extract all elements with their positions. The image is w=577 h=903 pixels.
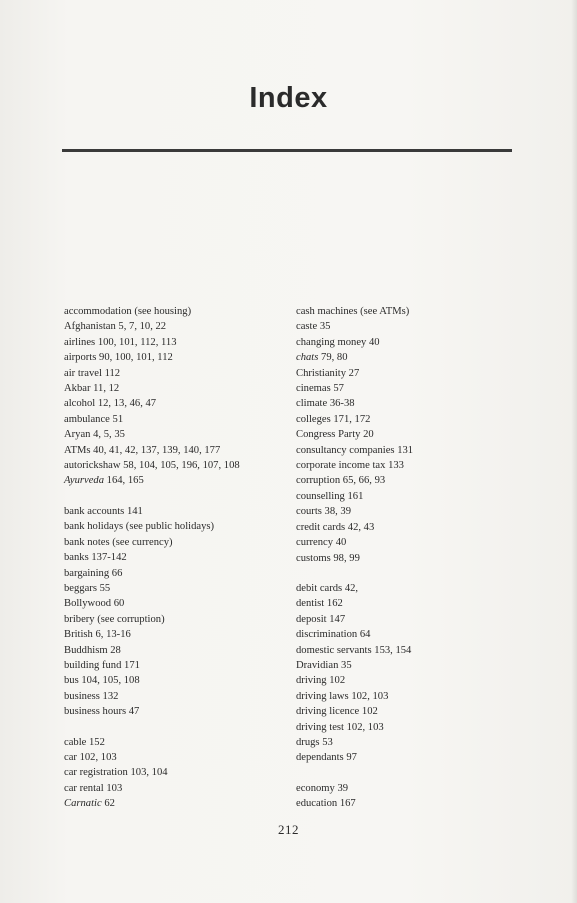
index-entry	[296, 551, 526, 566]
index-entry	[296, 643, 526, 658]
index-term: domestic servants	[296, 644, 372, 656]
index-term: airports	[64, 352, 97, 364]
index-page-refs: 131	[394, 444, 414, 456]
index-page-refs: 60	[111, 598, 125, 610]
index-entry	[64, 319, 294, 334]
index-term: driving licence	[296, 706, 360, 718]
index-term: customs	[296, 552, 331, 564]
index-term: Afghanistan	[64, 321, 116, 333]
page-number: 212	[278, 822, 299, 837]
index-page-refs: 161	[344, 490, 364, 502]
index-page-refs: 102, 103	[348, 690, 389, 702]
index-term: accommodation	[64, 306, 132, 317]
index-page-refs: 102	[359, 706, 378, 718]
index-term: Ayurveda	[64, 475, 105, 487]
index-page-refs: 5, 7, 10, 22	[115, 321, 167, 333]
index-page-refs: 133	[385, 460, 404, 472]
index-page-refs: 57	[330, 383, 344, 395]
index-page-refs: 103	[103, 782, 123, 794]
index-page-refs: 20	[360, 429, 374, 441]
index-page-refs: 47	[126, 706, 140, 718]
index-term: bank holidays	[64, 521, 124, 533]
index-page-refs: 40, 41, 42, 137, 139, 140, 177	[90, 444, 221, 456]
index-page-refs: 171	[121, 659, 140, 671]
index-entry	[64, 519, 294, 534]
index-entry	[64, 750, 294, 765]
index-page-refs: 40	[333, 537, 347, 549]
page-title: Index	[249, 82, 328, 114]
index-entry	[64, 550, 294, 565]
index-term: car registration	[64, 767, 128, 779]
index-entry	[296, 720, 526, 735]
index-term: beggars	[64, 582, 97, 594]
index-page-refs: 147	[326, 613, 346, 625]
index-entry	[296, 704, 526, 719]
index-entry	[64, 350, 294, 365]
index-term: Congress Party	[296, 429, 361, 441]
index-term: colleges	[296, 413, 331, 425]
index-entry	[296, 581, 526, 596]
index-term: business hours	[64, 706, 127, 718]
index-term: cable	[64, 736, 87, 748]
index-page-refs: 4, 5, 35	[90, 429, 125, 441]
index-page-refs: 12, 13, 46, 47	[95, 398, 157, 410]
index-entry	[296, 350, 526, 365]
index-term: alcohol	[64, 398, 96, 410]
index-page-refs: 79, 80	[318, 352, 348, 364]
index-entry	[64, 673, 294, 688]
index-page-refs: (see public holidays)	[123, 521, 215, 533]
index-entry	[296, 689, 526, 704]
index-page-refs: 65, 66, 93	[340, 475, 386, 487]
index-entry	[296, 504, 526, 519]
index-term: caste	[296, 321, 318, 333]
index-entry	[64, 335, 294, 350]
index-page-refs: 53	[319, 736, 333, 748]
index-page-refs: 97	[343, 752, 357, 764]
index-page-refs: 102, 103	[76, 751, 117, 763]
index-entry	[64, 581, 294, 596]
index-entry	[296, 412, 526, 427]
index-entry	[64, 704, 294, 719]
index-page-refs: 64	[357, 629, 371, 641]
index-page-refs: (see corruption)	[94, 613, 165, 625]
index-entry	[64, 735, 294, 750]
index-entry	[296, 335, 526, 350]
index-page-refs: 35	[338, 659, 352, 671]
index-column-left	[64, 304, 294, 812]
index-entry	[296, 520, 526, 535]
index-page-refs: 90, 100, 101, 112	[96, 352, 173, 364]
index-page-refs: 39	[334, 782, 349, 794]
index-entry	[64, 427, 294, 442]
index-page-refs: 104, 105, 108	[78, 675, 140, 687]
index-term: ATMs	[64, 444, 91, 456]
index-term: ambulance	[64, 413, 110, 425]
index-term: British	[64, 629, 93, 641]
index-term: dentist	[296, 598, 325, 610]
index-page-refs: 38, 39	[321, 506, 352, 518]
index-term: business	[64, 690, 100, 702]
index-entry	[296, 750, 526, 765]
index-page-refs: 102, 103	[343, 721, 384, 733]
index-page-refs: 102	[326, 675, 346, 687]
index-entry	[296, 596, 526, 611]
index-entry	[64, 689, 294, 704]
index-term: discrimination	[296, 629, 358, 641]
index-entry	[64, 535, 294, 550]
index-page-refs: 62	[101, 798, 115, 810]
index-term: consultancy companies	[296, 444, 395, 456]
index-term: cinemas	[296, 383, 331, 395]
index-entry	[296, 473, 526, 488]
index-term: driving	[296, 675, 327, 687]
index-page-refs: 42,	[342, 582, 359, 594]
index-column-right	[296, 304, 526, 812]
index-term: bus	[64, 675, 79, 687]
index-entry	[64, 643, 294, 658]
title-rule	[62, 149, 512, 152]
index-page-refs: 152	[86, 736, 105, 748]
index-page-refs: 137-142	[88, 552, 127, 564]
index-page-refs: 42, 43	[345, 521, 375, 533]
index-page-refs: 40	[366, 336, 380, 348]
index-entry	[64, 443, 294, 458]
index-entry	[64, 504, 294, 519]
index-entry	[64, 627, 294, 642]
index-entry	[296, 612, 526, 627]
index-page-refs: 55	[96, 582, 111, 594]
index-term: chats	[296, 352, 319, 364]
index-term: bribery	[64, 613, 95, 625]
index-page-refs: 153, 154	[371, 644, 412, 656]
index-page-refs: 164, 165	[104, 475, 144, 487]
index-page-refs: 132	[99, 690, 119, 702]
index-page-refs: 167	[337, 798, 356, 810]
index-page-refs: (see currency)	[109, 536, 173, 548]
index-entry	[296, 658, 526, 673]
index-term: Carnatic	[64, 798, 102, 810]
index-entry	[296, 366, 526, 381]
index-page-refs: 6, 13-16	[92, 629, 131, 641]
index-entry	[296, 489, 526, 504]
index-term: changing money	[296, 336, 367, 348]
index-entry	[296, 381, 526, 396]
index-term: air travel	[64, 367, 102, 379]
index-term: bank notes	[64, 536, 110, 548]
index-term: driving laws	[296, 690, 349, 702]
index-term: drugs	[296, 736, 320, 748]
index-entry	[296, 781, 526, 796]
index-page-refs: 36-38	[327, 398, 355, 410]
index-term: Bollywood	[64, 598, 112, 610]
index-term: credit cards	[296, 521, 346, 533]
index-entry	[296, 304, 526, 319]
index-entry	[64, 366, 294, 381]
index-entry	[296, 319, 526, 334]
index-entry	[296, 458, 526, 473]
index-entry	[296, 627, 526, 642]
index-page-refs: 28	[107, 644, 121, 656]
index-term: education	[296, 798, 338, 810]
index-term: Akbar	[64, 383, 91, 395]
index-term: climate	[296, 398, 328, 410]
index-entry	[296, 673, 526, 688]
index-term: deposit	[296, 613, 327, 625]
index-page-refs: 11, 12	[90, 383, 120, 395]
index-term: car rental	[64, 782, 104, 794]
index-entry	[296, 535, 526, 550]
index-page-refs: 58, 104, 105, 196, 107, 108	[120, 460, 240, 472]
index-entry	[64, 781, 294, 796]
page-edge-shadow	[571, 0, 577, 903]
index-entry	[296, 427, 526, 442]
index-entry	[296, 443, 526, 458]
index-term: building fund	[64, 659, 122, 671]
index-entry	[296, 396, 526, 411]
index-page-refs: (see housing)	[131, 306, 192, 317]
index-term: debit cards	[296, 582, 343, 594]
index-term: currency	[296, 537, 334, 549]
index-entry	[64, 596, 294, 611]
index-entry	[64, 658, 294, 673]
index-entry	[64, 381, 294, 396]
index-entry	[64, 473, 294, 488]
index-page-refs: 98, 99	[330, 552, 360, 564]
index-entry	[64, 765, 294, 780]
index-page-refs: 66	[109, 567, 123, 579]
index-term: bargaining	[64, 567, 110, 579]
index-entry	[296, 735, 526, 750]
index-term: Aryan	[64, 429, 91, 441]
index-entry	[64, 304, 294, 319]
index-page-refs: 171, 172	[330, 413, 371, 425]
index-term: economy	[296, 782, 335, 794]
index-page-refs: 27	[346, 367, 360, 379]
index-term: Buddhism	[64, 644, 108, 656]
index-term: corporate income tax	[296, 460, 386, 472]
index-page-refs: 51	[109, 413, 124, 425]
index-page-refs: 103, 104	[127, 767, 168, 779]
index-entry	[296, 796, 526, 811]
index-term: car	[64, 751, 77, 763]
index-entry	[64, 396, 294, 411]
index-term: Dravidian	[296, 659, 339, 671]
index-page-refs: 35	[317, 321, 331, 333]
index-term: banks	[64, 552, 89, 564]
index-entry	[64, 412, 294, 427]
index-term: autorickshaw	[64, 460, 121, 472]
index-term: dependants	[296, 752, 344, 764]
index-term: counselling	[296, 490, 345, 502]
index-term: corruption	[296, 475, 341, 487]
index-page-refs: 141	[124, 505, 143, 517]
index-page-refs: 100, 101, 112, 113	[95, 336, 177, 348]
index-page-refs: 162	[324, 598, 343, 610]
index-term: cash machines	[296, 306, 358, 317]
index-term: driving test	[296, 721, 344, 733]
index-entry	[64, 458, 294, 473]
index-term: bank accounts	[64, 505, 125, 517]
index-entry	[64, 796, 294, 811]
index-term: airlines	[64, 336, 96, 348]
index-entry	[64, 612, 294, 627]
index-page-refs: 112	[101, 367, 121, 379]
index-entry	[64, 566, 294, 581]
index-page-refs: (see ATMs)	[357, 306, 410, 317]
index-term: Christianity	[296, 367, 347, 379]
index-term: courts	[296, 506, 322, 518]
